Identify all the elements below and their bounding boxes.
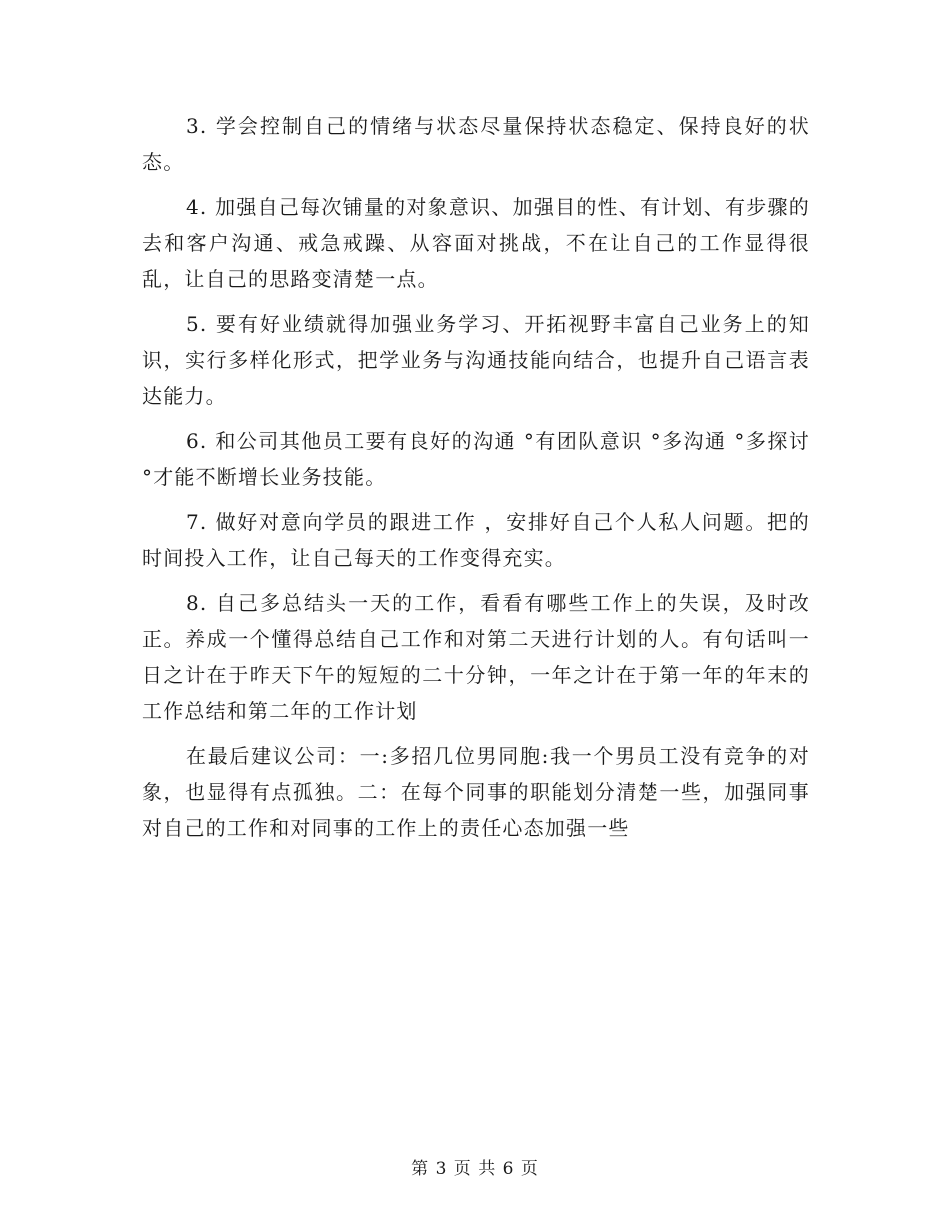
page-footer [0, 1154, 950, 1179]
paragraph-suggestion: 在最后建议公司：一:多招几位男同胞:我一个男员工没有竞争的对象，也显得有点孤独。二：在每个同事的职能划分清楚一些，加强同事对自己的工作和对同事的工作上的责任心态加强一些 [142, 744, 810, 840]
paragraph-item-3: 3. 学会控制自己的情绪与状态尽量保持状态稳定、保持良好的状态。 [142, 114, 810, 174]
paragraph-item-6: 6. 和公司其他员工要有良好的沟通 °有团队意识 °多沟通 °多探讨 °才能不断增长业务技能。 [142, 429, 810, 489]
paragraph-item-7: 7. 做好对意向学员的跟进工作 ，安排好自己个人私人问题。把的时间投入工作，让自己每天的工作变得充实。 [142, 510, 810, 570]
paragraph-item-4: 4. 加强自己每次铺量的对象意识、加强目的性、有计划、有步骤的去和客户沟通、戒急戒躁、从容面对挑战，不在让自己的工作显得很乱，让自己的思路变清楚一点。 [142, 195, 810, 291]
paragraph-item-8: 8. 自己多总结头一天的工作，看看有哪些工作上的失误，及时改正。养成一个懂得总结自己工作和对第二天进行计划的人。有句话叫一日之计在于昨天下午的短短的二十分钟，一年之计在于第一年的年末的工作总结和第二年的工作计划 [142, 591, 810, 723]
document-body [142, 108, 810, 855]
page-number: 第 3 页 共 6 页 [411, 1159, 539, 1179]
paragraph-item-5: 5. 要有好业绩就得加强业务学习、开拓视野丰富自己业务上的知识，实行多样化形式，把学业务与沟通技能向结合，也提升自己语言表达能力。 [142, 312, 810, 408]
